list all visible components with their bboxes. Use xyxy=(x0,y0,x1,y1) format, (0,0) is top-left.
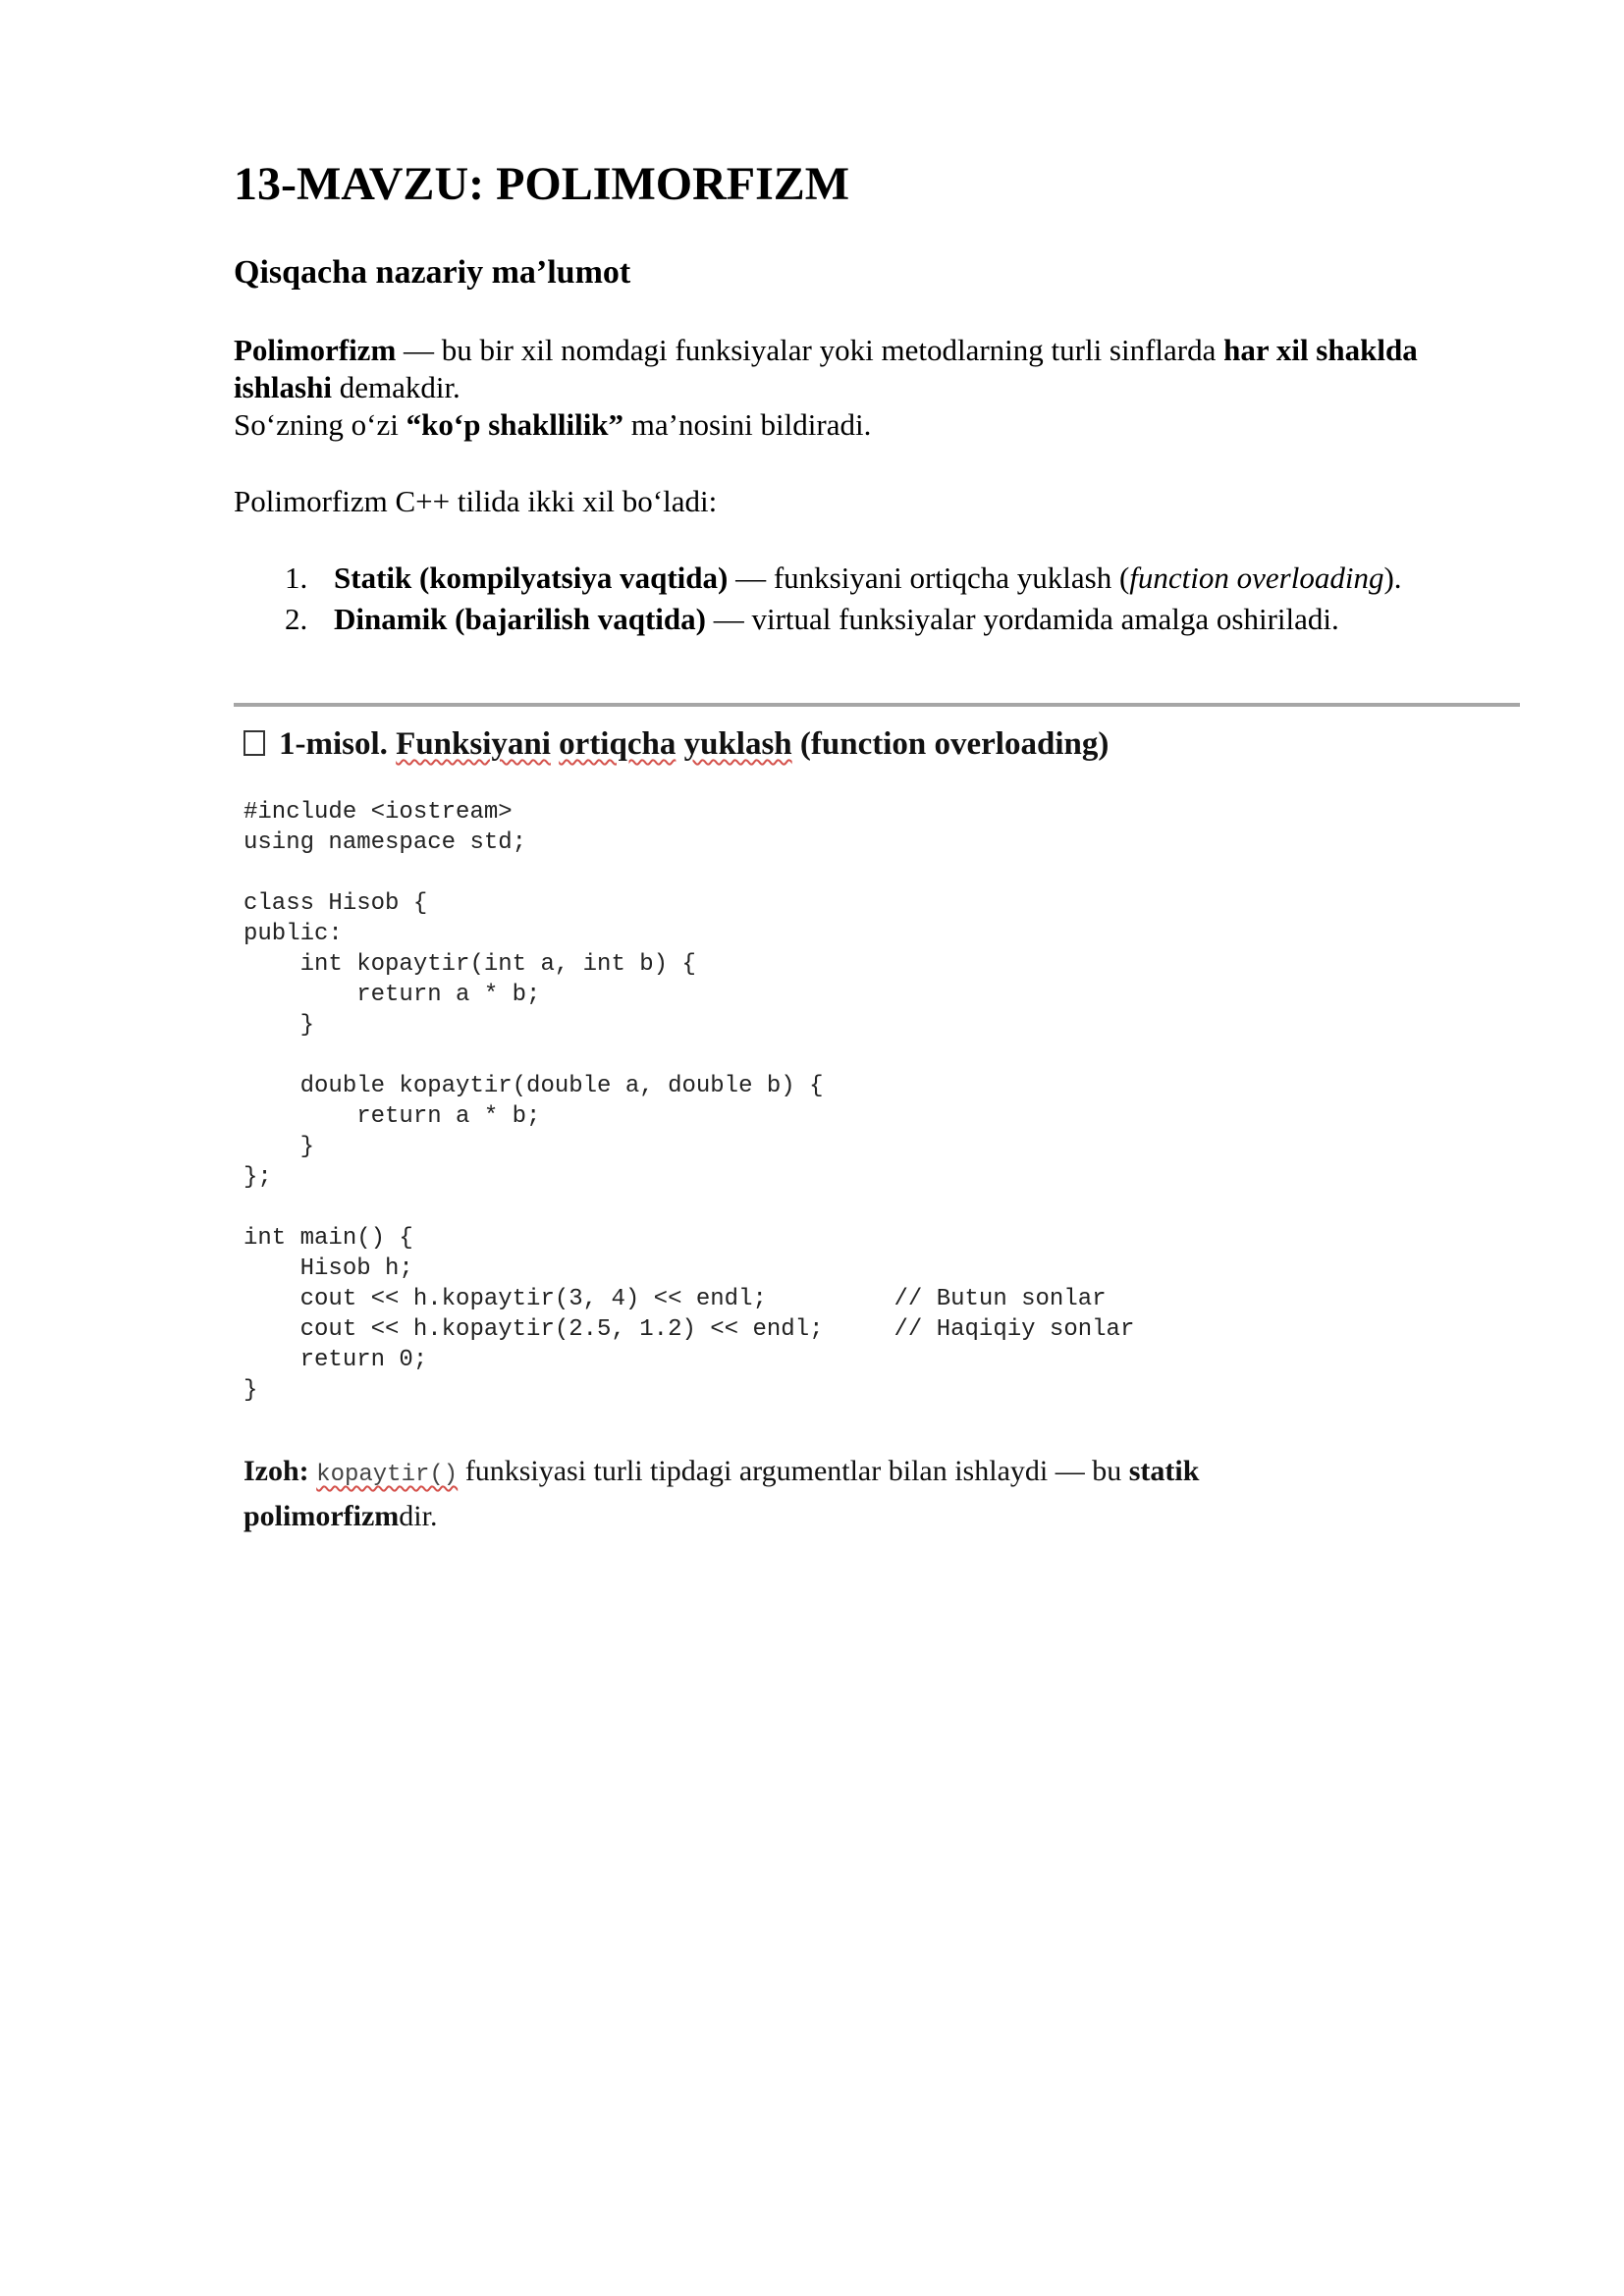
code-line xyxy=(244,858,1134,888)
page-title: 13-MAVZU: POLIMORFIZM xyxy=(234,158,850,210)
horizontal-rule xyxy=(234,703,1520,707)
code-line: #include <iostream> xyxy=(244,799,513,826)
code-line: } xyxy=(244,1012,315,1039)
quoted-meaning: “ko‘p shakllilik” xyxy=(406,407,624,442)
bold-phrase: har xil shaklda ishlashi xyxy=(234,333,1418,404)
code-line: cout << h.kopaytir(2.5, 1.2) << endl; // Haqiqiy sonlar xyxy=(244,1316,1135,1343)
intro-paragraph: Polimorfizm — bu bir xil nomdagi funksiyalar yoki metodlarning turli sinflarda har xil shaklda ishlashi demakdir. So‘zning o‘zi “ko‘p shakllilik” ma’nosini bildiradi. xyxy=(234,333,1418,442)
code-line: }; xyxy=(244,1164,272,1191)
list-item: 2. Dinamik (bajarilish vaqtida) — virtual funksiyalar yordamida amalga oshiriladi. xyxy=(285,602,1339,636)
section-subtitle: Qisqacha nazariy ma’lumot xyxy=(234,254,631,291)
code-line: class Hisob { xyxy=(244,890,428,917)
code-line: return a * b; xyxy=(244,1103,541,1130)
example-image xyxy=(244,713,1422,1547)
code-block xyxy=(244,797,1134,1406)
code-line: } xyxy=(244,1377,258,1404)
code-line: int kopaytir(int a, int b) { xyxy=(244,951,696,978)
example-title: 1-misol. Funksiyani ortiqcha yuklash (function overloading) xyxy=(244,722,1109,766)
kinds-intro: Polimorfizm C++ tilida ikki xil bo‘ladi: xyxy=(234,484,718,518)
code-line: double kopaytir(double a, double b) { xyxy=(244,1073,824,1099)
code-line: } xyxy=(244,1134,315,1160)
code-line: return a * b; xyxy=(244,982,541,1008)
term-polimorfizm: Polimorfizm xyxy=(234,333,397,367)
code-line: using namespace std; xyxy=(244,829,527,856)
kinds-list xyxy=(234,558,1561,640)
code-line: cout << h.kopaytir(3, 4) << endl; // Butun sonlar xyxy=(244,1286,1107,1312)
code-line: Hisob h; xyxy=(244,1255,413,1282)
list-item: 1. Statik (kompilyatsiya vaqtida) — funksiyani ortiqcha yuklash (function overloading). xyxy=(285,561,1402,595)
code-line: int main() { xyxy=(244,1225,413,1252)
code-line xyxy=(244,1193,1134,1223)
code-line xyxy=(244,1041,1134,1071)
code-line: public: xyxy=(244,921,343,947)
example-note: Izoh: kopaytir() funksiyasi turli tipdagi argumentlar bilan ishlaydi — bu statik polimorfizmdir. xyxy=(244,1455,1200,1532)
checkbox-icon xyxy=(244,730,265,756)
code-line: return 0; xyxy=(244,1347,428,1373)
